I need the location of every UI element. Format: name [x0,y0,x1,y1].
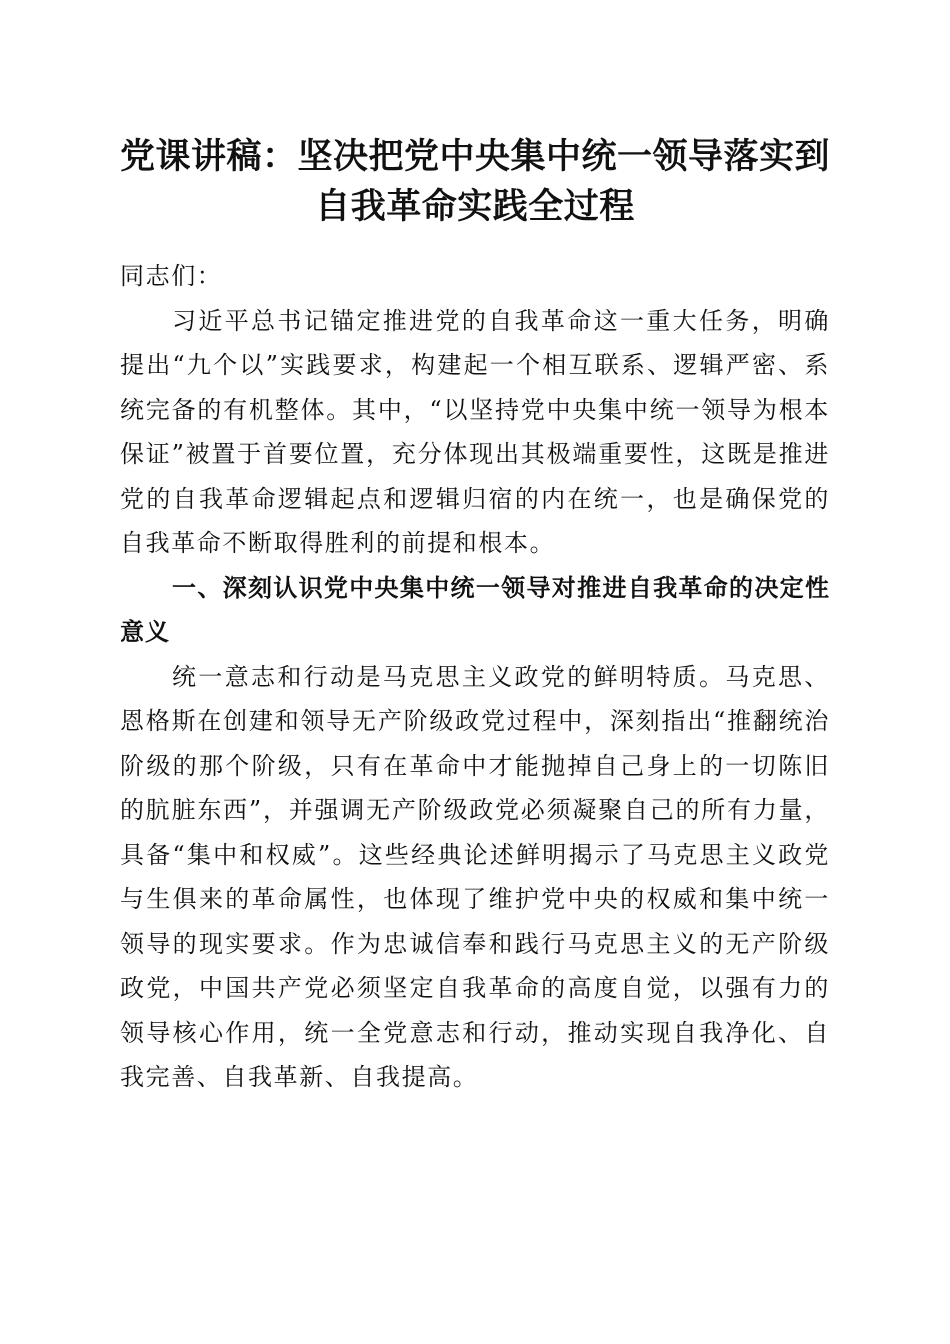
section-heading-1: 一、深刻认识党中央集中统一领导对推进自我革命的决定性意义 [120,573,830,646]
paragraph-intro: 习近平总书记锚定推进党的自我革命这一重大任务，明确提出“九个以”实践要求，构建起一个相互联系、逻辑严密、系统完备的有机整体。其中，“以坚持党中央集中统一领导为根本保证”被置于首要位置，充分体现出其极端重要性，这既是推进党的自我革命逻辑起点和逻辑归宿的内在统一，也是确保党的自我革命不断取得胜利的前提和根本。 [120,306,830,557]
title-line-2: 自我革命实践全过程 [315,186,635,227]
paragraph-section-1: 统一意志和行动是马克思主义政党的鲜明特质。马克思、恩格斯在创建和领导无产阶级政党过程中，深刻指出“推翻统治阶级的那个阶级，只有在革命中才能抛掉自己身上的一切陈旧的肮脏东西”，并强调无产阶级政党必须凝聚自己的所有力量，具备“集中和权威”。这些经典论述鲜明揭示了马克思主义政党与生俱来的革命属性，也体现了维护党中央的权威和集中统一领导的现实要求。作为忠诚信奉和践行马克思主义的无产阶级政党，中国共产党必须坚定自我革命的高度自觉，以强有力的领导核心作用，统一全党意志和行动，推动实现自我净化、自我完善、自我革新、自我提高。 [120,662,830,1091]
title-line-1: 党课讲稿：坚决把党中央集中统一领导落实到 [119,136,830,177]
document-title [110,132,840,232]
salutation: 同志们： [120,262,223,290]
document-body [120,254,830,1100]
